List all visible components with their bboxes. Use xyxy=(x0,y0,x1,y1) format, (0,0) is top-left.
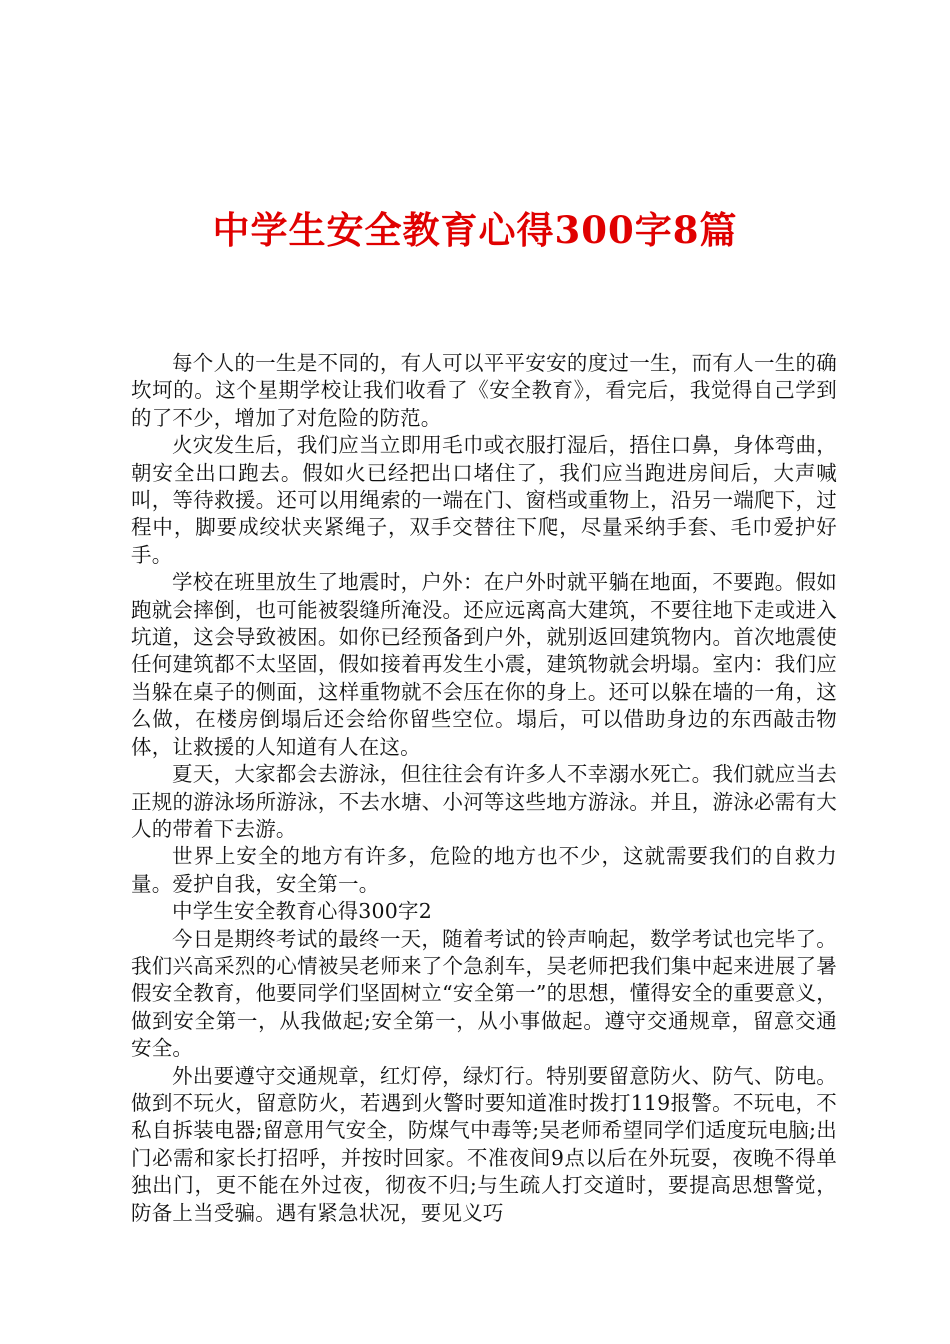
paragraph: 火灾发生后，我们应当立即用毛巾或衣服打湿后，捂住口鼻，身体弯曲，朝安全出口跑去。假如火已经把出口堵住了，我们应当跑进房间后，大声喊叫，等待救援。还可以用绳索的一端在门、窗档或重物上，沿另一端爬下，过程中，脚要成绞状夹紧绳子，双手交替往下爬，尽量采纳手套、毛巾爱护好手。 xyxy=(131,433,837,567)
paragraph: 学校在班里放生了地震时，户外：在户外时就平躺在地面，不要跑。假如跑就会摔倒，也可能被裂缝所淹没。还应远离高大建筑，不要往地下走或进入坑道，这会导致被困。如你已经预备到户外，就别返回建筑物内。首次地震使任何建筑都不太坚固，假如接着再发生小震，建筑物就会坍塌。室内：我们应当躲在桌子的侧面，这样重物就不会压在你的身上。还可以躲在墙的一角，这么做，在楼房倒塌后还会给你留些空位。塌后，可以借助身边的东西敲击物体，让救援的人知道有人在这。 xyxy=(131,570,837,759)
document-title: 中学生安全教育心得300字8篇 xyxy=(212,208,738,252)
section-heading: 中学生安全教育心得300字2 xyxy=(172,899,432,924)
paragraph: 外出要遵守交通规章，红灯停，绿灯行。特别要留意防火、防气、防电。做到不玩火，留意防火，若遇到火警时要知道准时拨打119报警。不玩电，不私自拆装电器;留意用气安全，防煤气中毒等;吴老师希望同学们适度玩电脑;出门必需和家长打招呼，并按时回家。不准夜间9点以后在外玩耍，夜晚不得单独出门，更不能在外过夜，彻夜不归;与生疏人打交道时，要提高思想警觉，防备上当受骗。遇有紧急状况，要见义巧 xyxy=(131,1063,837,1225)
paragraph: 世界上安全的地方有许多，危险的地方也不少，这就需要我们的自救力量。爱护自我，安全第一。 xyxy=(131,844,837,896)
document-body xyxy=(131,350,837,1227)
paragraph: 每个人的一生是不同的，有人可以平平安安的度过一生，而有人一生的确坎坷的。这个星期学校让我们收看了《安全教育》，看完后，我觉得自己学到的了不少，增加了对危险的防范。 xyxy=(131,351,837,430)
paragraph: 夏天，大家都会去游泳，但往往会有许多人不幸溺水死亡。我们就应当去正规的游泳场所游泳，不去水塘、小河等这些地方游泳。并且，游泳必需有大人的带着下去游。 xyxy=(131,762,837,841)
paragraph: 今日是期终考试的最终一天，随着考试的铃声响起，数学考试也完毕了。我们兴高采烈的心情被吴老师来了个急刹车，吴老师把我们集中起来进展了暑假安全教育，他要同学们坚固树立“安全第一”的思想，懂得安全的重要意义，做到安全第一，从我做起;安全第一，从小事做起。遵守交通规章，留意交通安全。 xyxy=(131,926,837,1061)
